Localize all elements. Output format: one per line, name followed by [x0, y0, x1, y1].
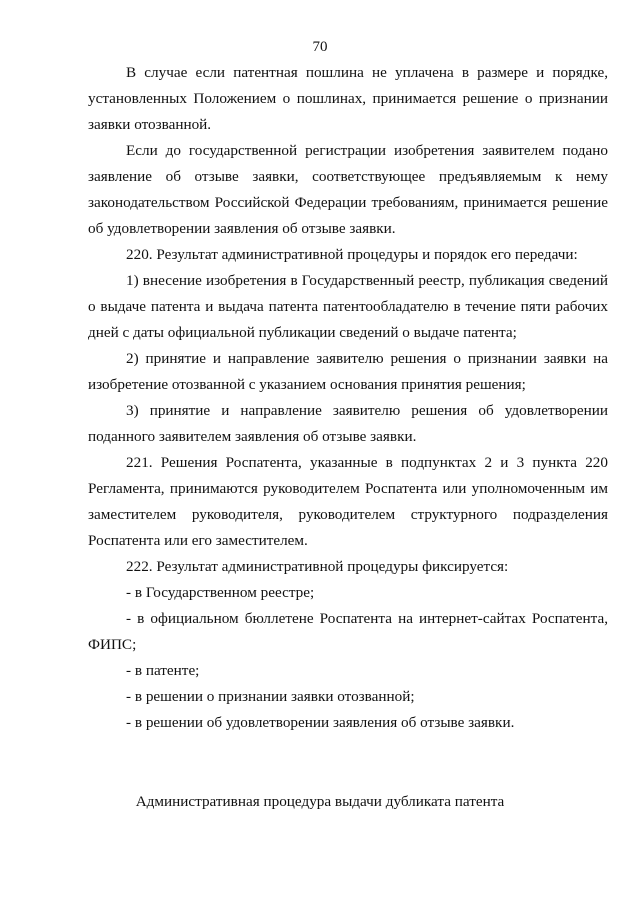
list-item-5: - в решении об удовлетворении заявления об отзыве заявки. [126, 714, 515, 731]
section-heading: Административная процедура выдачи дубликата патента [135, 793, 505, 810]
list-item-4: - в решении о признании заявки отозванной; [126, 688, 415, 705]
paragraph-8: 222. Результат административной процедуры фиксируется: [126, 558, 509, 575]
list-item-1: - в Государственном реестре; [126, 584, 315, 601]
paragraph-1: В случае если патентная пошлина не уплачена в размере и порядке, установленных Положением о пошлинах, принимается решение о признании заявки отозванной. [88, 64, 608, 133]
list-item-2: - в официальном бюллетене Роспатента на интернет-сайтах Роспатента, ФИПС; [88, 610, 608, 653]
paragraph-7: 221. Решения Роспатента, указанные в подпунктах 2 и 3 пункта 220 Регламента, принимаются руководителем Роспатента или уполномоченным им заместителем руководителя, руководителем структурного подразделения Роспатента или его заместителем. [88, 454, 608, 549]
paragraph-2: Если до государственной регистрации изобретения заявителем подано заявление об отзыве заявки, соответствующее предъявляемым к нему законодательством Российской Федерации требованиям, принимается решение об удовлетворении заявления об отзыве заявки. [88, 142, 608, 237]
list-item-3: - в патенте; [126, 662, 200, 679]
paragraph-6: 3) принятие и направление заявителю решения об удовлетворении поданного заявителем заявления об отзыве заявки. [88, 402, 608, 445]
document-body [88, 60, 608, 736]
paragraph-4: 1) внесение изобретения в Государственный реестр, публикация сведений о выдаче патента и выдача патента патентообладателю в течение пяти рабочих дней с даты официальной публикации сведений о выдаче патента; [88, 272, 608, 341]
page-number: 70 [312, 39, 328, 55]
paragraph-5: 2) принятие и направление заявителю решения о признании заявки на изобретение отозванной с указанием основания принятия решения; [88, 350, 608, 393]
paragraph-3: 220. Результат административной процедуры и порядок его передачи: [126, 246, 578, 263]
